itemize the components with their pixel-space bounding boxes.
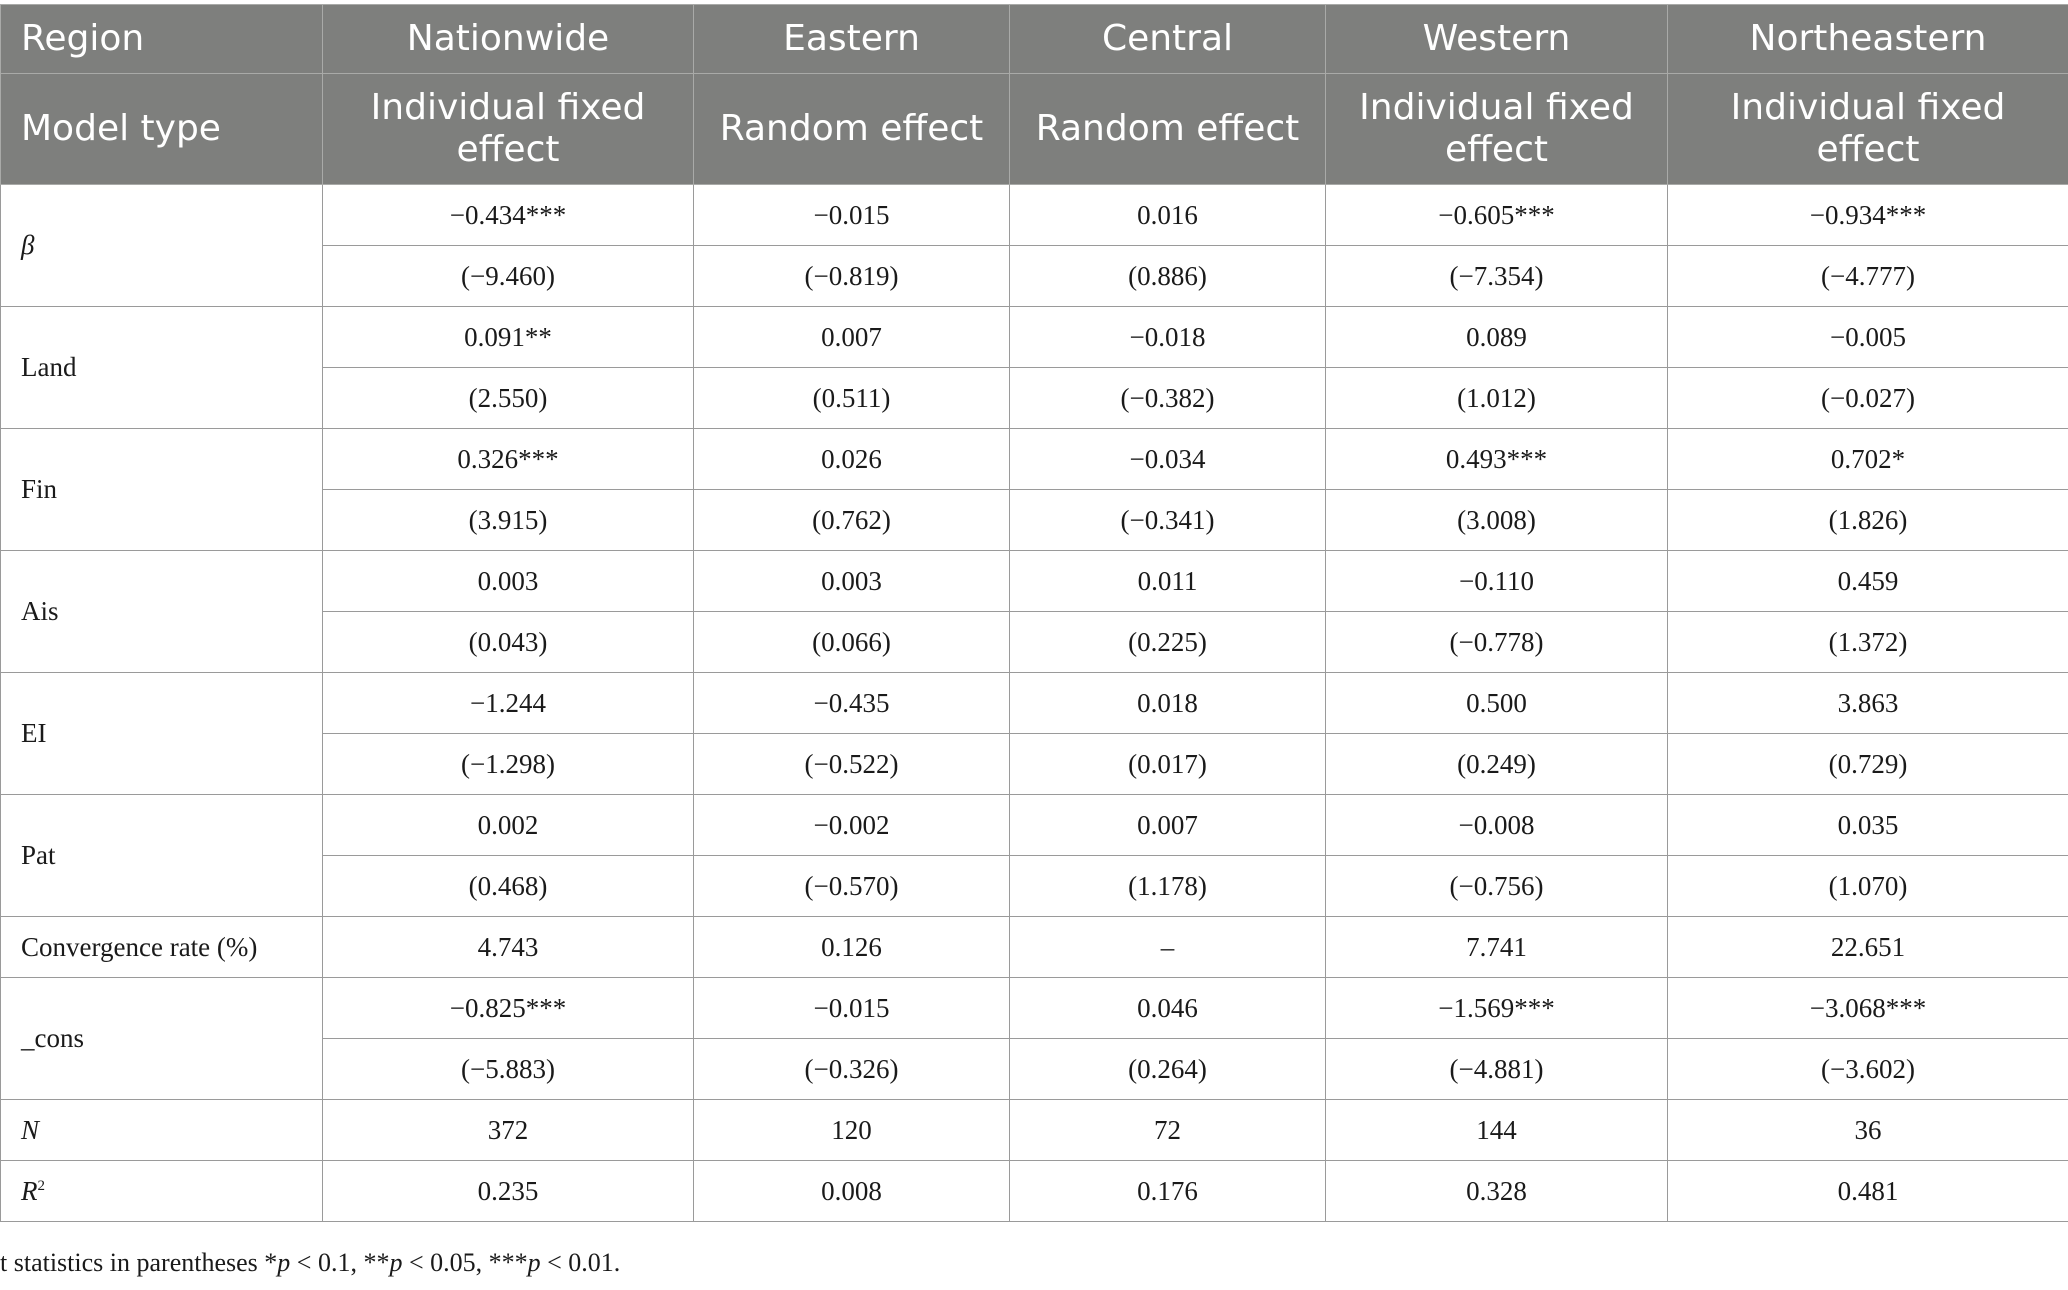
coef-cell: 0.493***	[1326, 429, 1668, 490]
coef-cell: 0.035	[1668, 795, 2068, 856]
tstat-cell: (0.511)	[694, 368, 1010, 429]
row-label-fin: Fin	[1, 429, 323, 551]
tstat-cell: (1.178)	[1010, 856, 1326, 917]
coef-cell: 0.007	[694, 307, 1010, 368]
value-cell: 4.743	[323, 917, 694, 978]
tstat-cell: (−0.326)	[694, 1039, 1010, 1100]
tstat-cell: (0.886)	[1010, 246, 1326, 307]
tstat-cell: (−0.778)	[1326, 612, 1668, 673]
tstat-cell: (0.264)	[1010, 1039, 1326, 1100]
row-label-ais: Ais	[1, 551, 323, 673]
tstat-cell: (−0.819)	[694, 246, 1010, 307]
tstat-cell: (0.043)	[323, 612, 694, 673]
footnote-p: p	[389, 1248, 403, 1277]
model-type-central: Random effect	[1010, 74, 1326, 185]
region-header-label: Region	[1, 5, 323, 74]
row-label-land: Land	[1, 307, 323, 429]
coef-cell: −0.018	[1010, 307, 1326, 368]
table-row	[1, 978, 2068, 1039]
model-type-eastern: Random effect	[694, 74, 1010, 185]
value-cell: 0.008	[694, 1161, 1010, 1222]
model-type-northeastern: Individual fixed effect	[1668, 74, 2068, 185]
row-label-beta: β	[1, 185, 323, 307]
coef-cell: −1.569***	[1326, 978, 1668, 1039]
tstat-cell: (−0.382)	[1010, 368, 1326, 429]
footnote-p: p	[527, 1248, 541, 1277]
value-cell: 72	[1010, 1100, 1326, 1161]
coef-cell: 0.002	[323, 795, 694, 856]
coef-cell: −0.034	[1010, 429, 1326, 490]
coef-cell: 0.003	[694, 551, 1010, 612]
value-cell: 0.126	[694, 917, 1010, 978]
model-type-western: Individual fixed effect	[1326, 74, 1668, 185]
tstat-cell: (0.225)	[1010, 612, 1326, 673]
coef-cell: −0.434***	[323, 185, 694, 246]
coef-cell: −0.015	[694, 185, 1010, 246]
coef-cell: 0.026	[694, 429, 1010, 490]
tstat-cell: (−4.881)	[1326, 1039, 1668, 1100]
tstat-cell: (0.468)	[323, 856, 694, 917]
value-cell: 36	[1668, 1100, 2068, 1161]
tstat-cell: (−0.027)	[1668, 368, 2068, 429]
coef-cell: −0.002	[694, 795, 1010, 856]
coef-cell: −1.244	[323, 673, 694, 734]
model-type-nationwide: Individual fixed effect	[323, 74, 694, 185]
tstat-cell: (0.017)	[1010, 734, 1326, 795]
coef-cell: 0.003	[323, 551, 694, 612]
tstat-cell: (−0.570)	[694, 856, 1010, 917]
table-row	[1, 795, 2068, 856]
tstat-cell: (0.249)	[1326, 734, 1668, 795]
table-row	[1, 1100, 2068, 1161]
table-row	[1, 185, 2068, 246]
tstat-cell: (1.070)	[1668, 856, 2068, 917]
table-row	[1, 307, 2068, 368]
tstat-cell: (3.008)	[1326, 490, 1668, 551]
coef-cell: 0.016	[1010, 185, 1326, 246]
coef-cell: 0.091**	[323, 307, 694, 368]
row-label-cons: _cons	[1, 978, 323, 1100]
table-row	[1, 429, 2068, 490]
r-symbol: R	[21, 1175, 38, 1206]
tstat-cell: (−7.354)	[1326, 246, 1668, 307]
row-label-pat: Pat	[1, 795, 323, 917]
region-header-eastern: Eastern	[694, 5, 1010, 74]
footnote-p: p	[277, 1248, 291, 1277]
value-cell: 144	[1326, 1100, 1668, 1161]
value-cell: 7.741	[1326, 917, 1668, 978]
value-cell: 0.176	[1010, 1161, 1326, 1222]
value-cell: 372	[323, 1100, 694, 1161]
coef-cell: −3.068***	[1668, 978, 2068, 1039]
coef-cell: 0.011	[1010, 551, 1326, 612]
coef-cell: 3.863	[1668, 673, 2068, 734]
tstat-cell: (0.762)	[694, 490, 1010, 551]
coef-cell: 0.702*	[1668, 429, 2068, 490]
row-label-ei: EI	[1, 673, 323, 795]
tstat-cell: (−3.602)	[1668, 1039, 2068, 1100]
model-type-header-label: Model type	[1, 74, 323, 185]
value-cell: 120	[694, 1100, 1010, 1161]
value-cell: 0.235	[323, 1161, 694, 1222]
coef-cell: 0.089	[1326, 307, 1668, 368]
tstat-cell: (−0.341)	[1010, 490, 1326, 551]
tstat-cell: (−1.298)	[323, 734, 694, 795]
coef-cell: 0.500	[1326, 673, 1668, 734]
tstat-cell: (0.066)	[694, 612, 1010, 673]
footnote-part2: < 0.05, ***	[402, 1248, 528, 1277]
tstat-cell: (−0.522)	[694, 734, 1010, 795]
region-header-western: Western	[1326, 5, 1668, 74]
row-label-n: N	[1, 1100, 323, 1161]
table-row	[1, 673, 2068, 734]
region-header-nationwide: Nationwide	[323, 5, 694, 74]
coef-cell: 0.459	[1668, 551, 2068, 612]
coef-cell: −0.435	[694, 673, 1010, 734]
footnote-prefix: t statistics in parentheses *	[0, 1248, 278, 1277]
coef-cell: −0.015	[694, 978, 1010, 1039]
coef-cell: −0.825***	[323, 978, 694, 1039]
coef-cell: 0.326***	[323, 429, 694, 490]
tstat-cell: (−4.777)	[1668, 246, 2068, 307]
coef-cell: −0.110	[1326, 551, 1668, 612]
row-label-r-squared	[1, 1161, 323, 1222]
coef-cell: −0.005	[1668, 307, 2068, 368]
tstat-cell: (1.826)	[1668, 490, 2068, 551]
coef-cell: −0.008	[1326, 795, 1668, 856]
tstat-cell: (1.012)	[1326, 368, 1668, 429]
tstat-cell: (0.729)	[1668, 734, 2068, 795]
coef-cell: 0.018	[1010, 673, 1326, 734]
coef-cell: 0.007	[1010, 795, 1326, 856]
table-footnote	[0, 1248, 620, 1278]
value-cell: –	[1010, 917, 1326, 978]
value-cell: 0.481	[1668, 1161, 2068, 1222]
coef-cell: −0.605***	[1326, 185, 1668, 246]
value-cell: 0.328	[1326, 1161, 1668, 1222]
table-row	[1, 917, 2068, 978]
coef-cell: 0.046	[1010, 978, 1326, 1039]
tstat-cell: (2.550)	[323, 368, 694, 429]
coef-cell: −0.934***	[1668, 185, 2068, 246]
region-header-northeastern: Northeastern	[1668, 5, 2068, 74]
r-superscript: 2	[37, 1177, 45, 1194]
tstat-cell: (−0.756)	[1326, 856, 1668, 917]
region-header-central: Central	[1010, 5, 1326, 74]
footnote-part3: < 0.01.	[540, 1248, 621, 1277]
header-row-region	[1, 5, 2068, 74]
row-label-convergence-rate: Convergence rate (%)	[1, 917, 323, 978]
tstat-cell: (3.915)	[323, 490, 694, 551]
regression-table	[0, 4, 2068, 1222]
header-row-model-type	[1, 74, 2068, 185]
tstat-cell: (−9.460)	[323, 246, 694, 307]
tstat-cell: (−5.883)	[323, 1039, 694, 1100]
footnote-part1: < 0.1, **	[290, 1248, 390, 1277]
table-row	[1, 551, 2068, 612]
tstat-cell: (1.372)	[1668, 612, 2068, 673]
value-cell: 22.651	[1668, 917, 2068, 978]
table-row	[1, 1161, 2068, 1222]
